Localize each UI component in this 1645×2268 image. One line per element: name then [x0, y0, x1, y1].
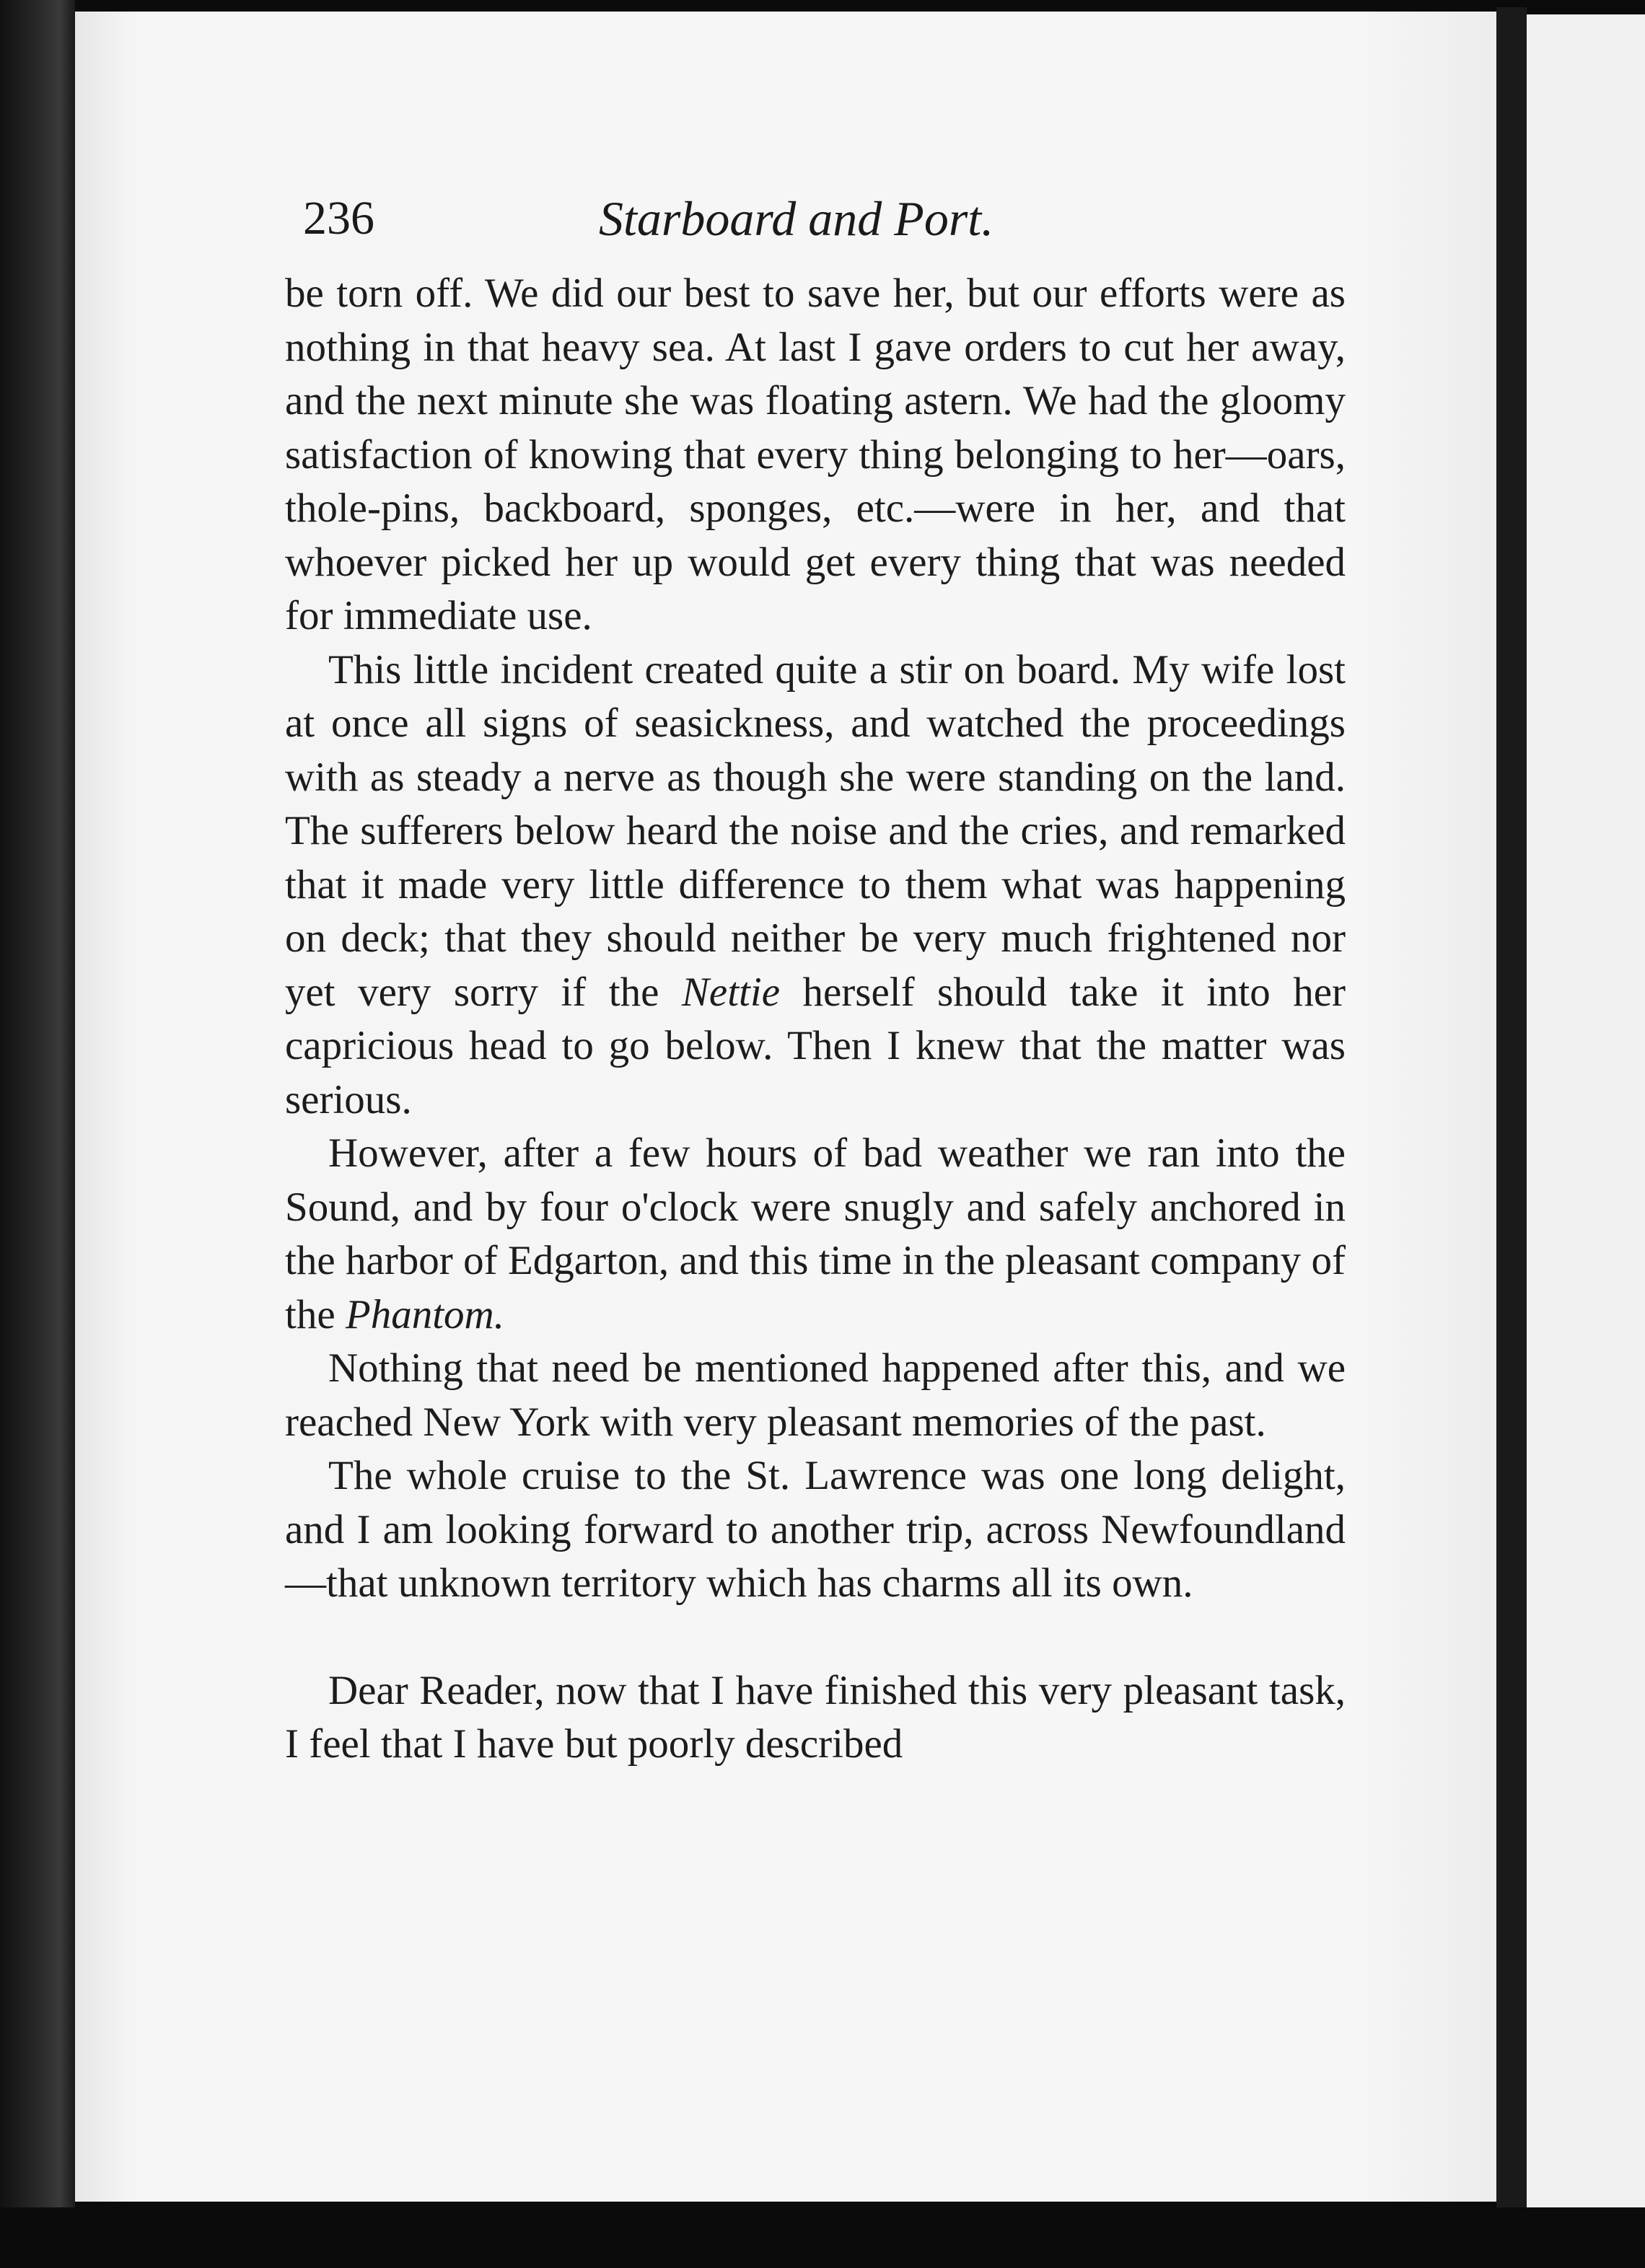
- paragraph-text: Dear Reader, now that I have finished this very pleasant task, I feel that I have but poorly described: [285, 1667, 1346, 1767]
- facing-page-edge: [1527, 14, 1645, 2207]
- page-number: 236: [303, 192, 374, 245]
- paragraph-4: [285, 1342, 1346, 1449]
- running-header: [303, 186, 1356, 251]
- paragraph-text: herself should take it into her capricious head to go below. Then I knew that the matter was serious.: [285, 969, 1346, 1122]
- paragraph-5: [285, 1449, 1346, 1611]
- scan-bottom-edge: [0, 2207, 1645, 2268]
- paragraph-3: [285, 1127, 1346, 1342]
- paragraph-text: However, after a few hours of bad weather we ran into the Sound, and by four o'clock were snugly and safely anchored in the harbor of Edgarton, and this time in the pleasant company of the: [285, 1130, 1346, 1337]
- book-gutter: [1496, 7, 1527, 2207]
- paragraph-6: [285, 1664, 1346, 1772]
- scan-left-edge: [0, 0, 75, 2268]
- paragraph-text: be torn off. We did our best to save her, but our efforts were as nothing in that heavy sea. At last I gave orders to cut her away, and the next minute she was floating astern. We had the gloomy satisfaction of knowing that every thing belonging to her—oars, thole-pins, backboard, sponges, etc.—were in her, and that whoever picked her up would get every thing that was needed for immediate use.: [285, 271, 1346, 638]
- paragraph-2: [285, 643, 1346, 1128]
- paragraph-1: [285, 267, 1346, 643]
- body-text: [285, 267, 1346, 1772]
- ship-name-phantom: Phantom.: [345, 1291, 504, 1337]
- ship-name-nettie: Nettie: [681, 969, 781, 1015]
- paragraph-text: The whole cruise to the St. Lawrence was one long delight, and I am looking forward to another trip, across Newfoundland—that unknown territory which has charms all its own.: [285, 1453, 1346, 1606]
- paragraph-text: Nothing that need be mentioned happened after this, and we reached New York with very pleasant memories of the past.: [285, 1345, 1346, 1445]
- running-title: Starboard and Port.: [599, 191, 994, 246]
- paragraph-text: This little incident created quite a stir on board. My wife lost at once all signs of seasickness, and watched the proceedings with as steady a nerve as though she were standing on the land. The sufferers below heard the noise and the cries, and remarked that it made very little difference to them what was happening on deck; that they should neither be very much frightened nor yet very sorry if the: [285, 646, 1346, 1015]
